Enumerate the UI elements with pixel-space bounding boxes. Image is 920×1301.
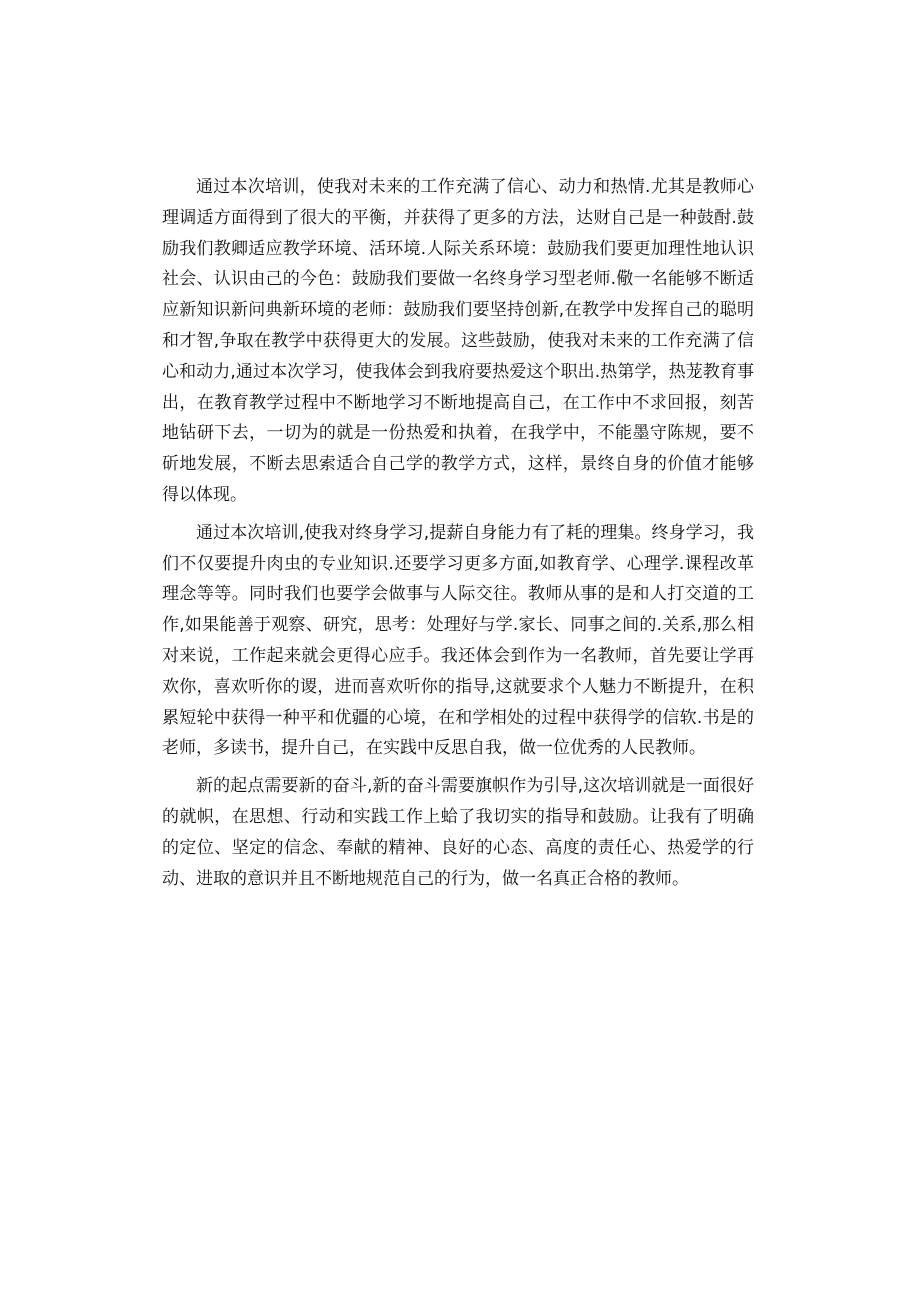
paragraph-1: 通过本次培训，使我对未来的工作充满了信心、动力和热情.尤其是教师心理调适方面得到了很大的平衡，并获得了更多的方法，达财自己是一种鼓酎.鼓励我们教卿适应教学环境、活环境.人际关系环境：鼓励我们要更加理性地认识社会、认识由己的今色：鼓励我们要做一名终身学习型老师.儆一名能够不断适应新知识新问典新环境的老师：鼓励我们要坚持创新,在教学中发挥自己的聪明和才智,争取在教学中获得更大的发展。这些鼓励，使我对未来的工作充满了信心和动力,通过本次学习，使我体会到我府要热爱这个职出.热第学，热茏教育事出，在教育教学过程中不断地学习不断地提高自己，在工作中不求回报，刻苦地钻研下去，一切为的就是一份热爱和执着，在我学中，不能墨守陈规，要不斫地发展，不断去思索适合自己学的教学方式，这样，景终自身的价值才能够得以体现。 xyxy=(162,177,754,505)
document-body xyxy=(162,172,754,901)
paragraph-3: 新的起点需要新的奋斗,新的奋斗需要旗帜作为引导,这次培训就是一面很好的就帜，在思想、行动和实践工作上蛤了我切实的指导和鼓励。让我有了明确的定位、坚定的信念、奉献的精神、良好的心态、高度的责任心、热爱学的行动、进取的意识并且不断地规范自己的行为，做一名真正合格的教师。 xyxy=(162,776,754,889)
paragraph-2: 通过本次培训,使我对终身学习,提薪自身能力有了耗的理集。终身学习，我们不仅要提升肉虫的专业知识.还要学习更多方面,如教育学、心理学.课程改革理念等等。同时我们也要学会做事与人际交往。教师从事的是和人打交道的工作,如果能善于观察、研究，思考：处理好与学.家长、同事之间的.关系,那么相对来说，工作起来就会更得心应手。我还体会到作为一名教师，首先要让学再欢你，喜欢听你的谡，进而喜欢听你的指导,这就要求个人魅力不断提升，在积累短轮中获得一种平和优疆的心境，在和学相处的过程中获得学的信软.书是的老师，多读书，提升自己，在实践中反思自我，做一位优秀的人民教师。 xyxy=(162,522,754,759)
